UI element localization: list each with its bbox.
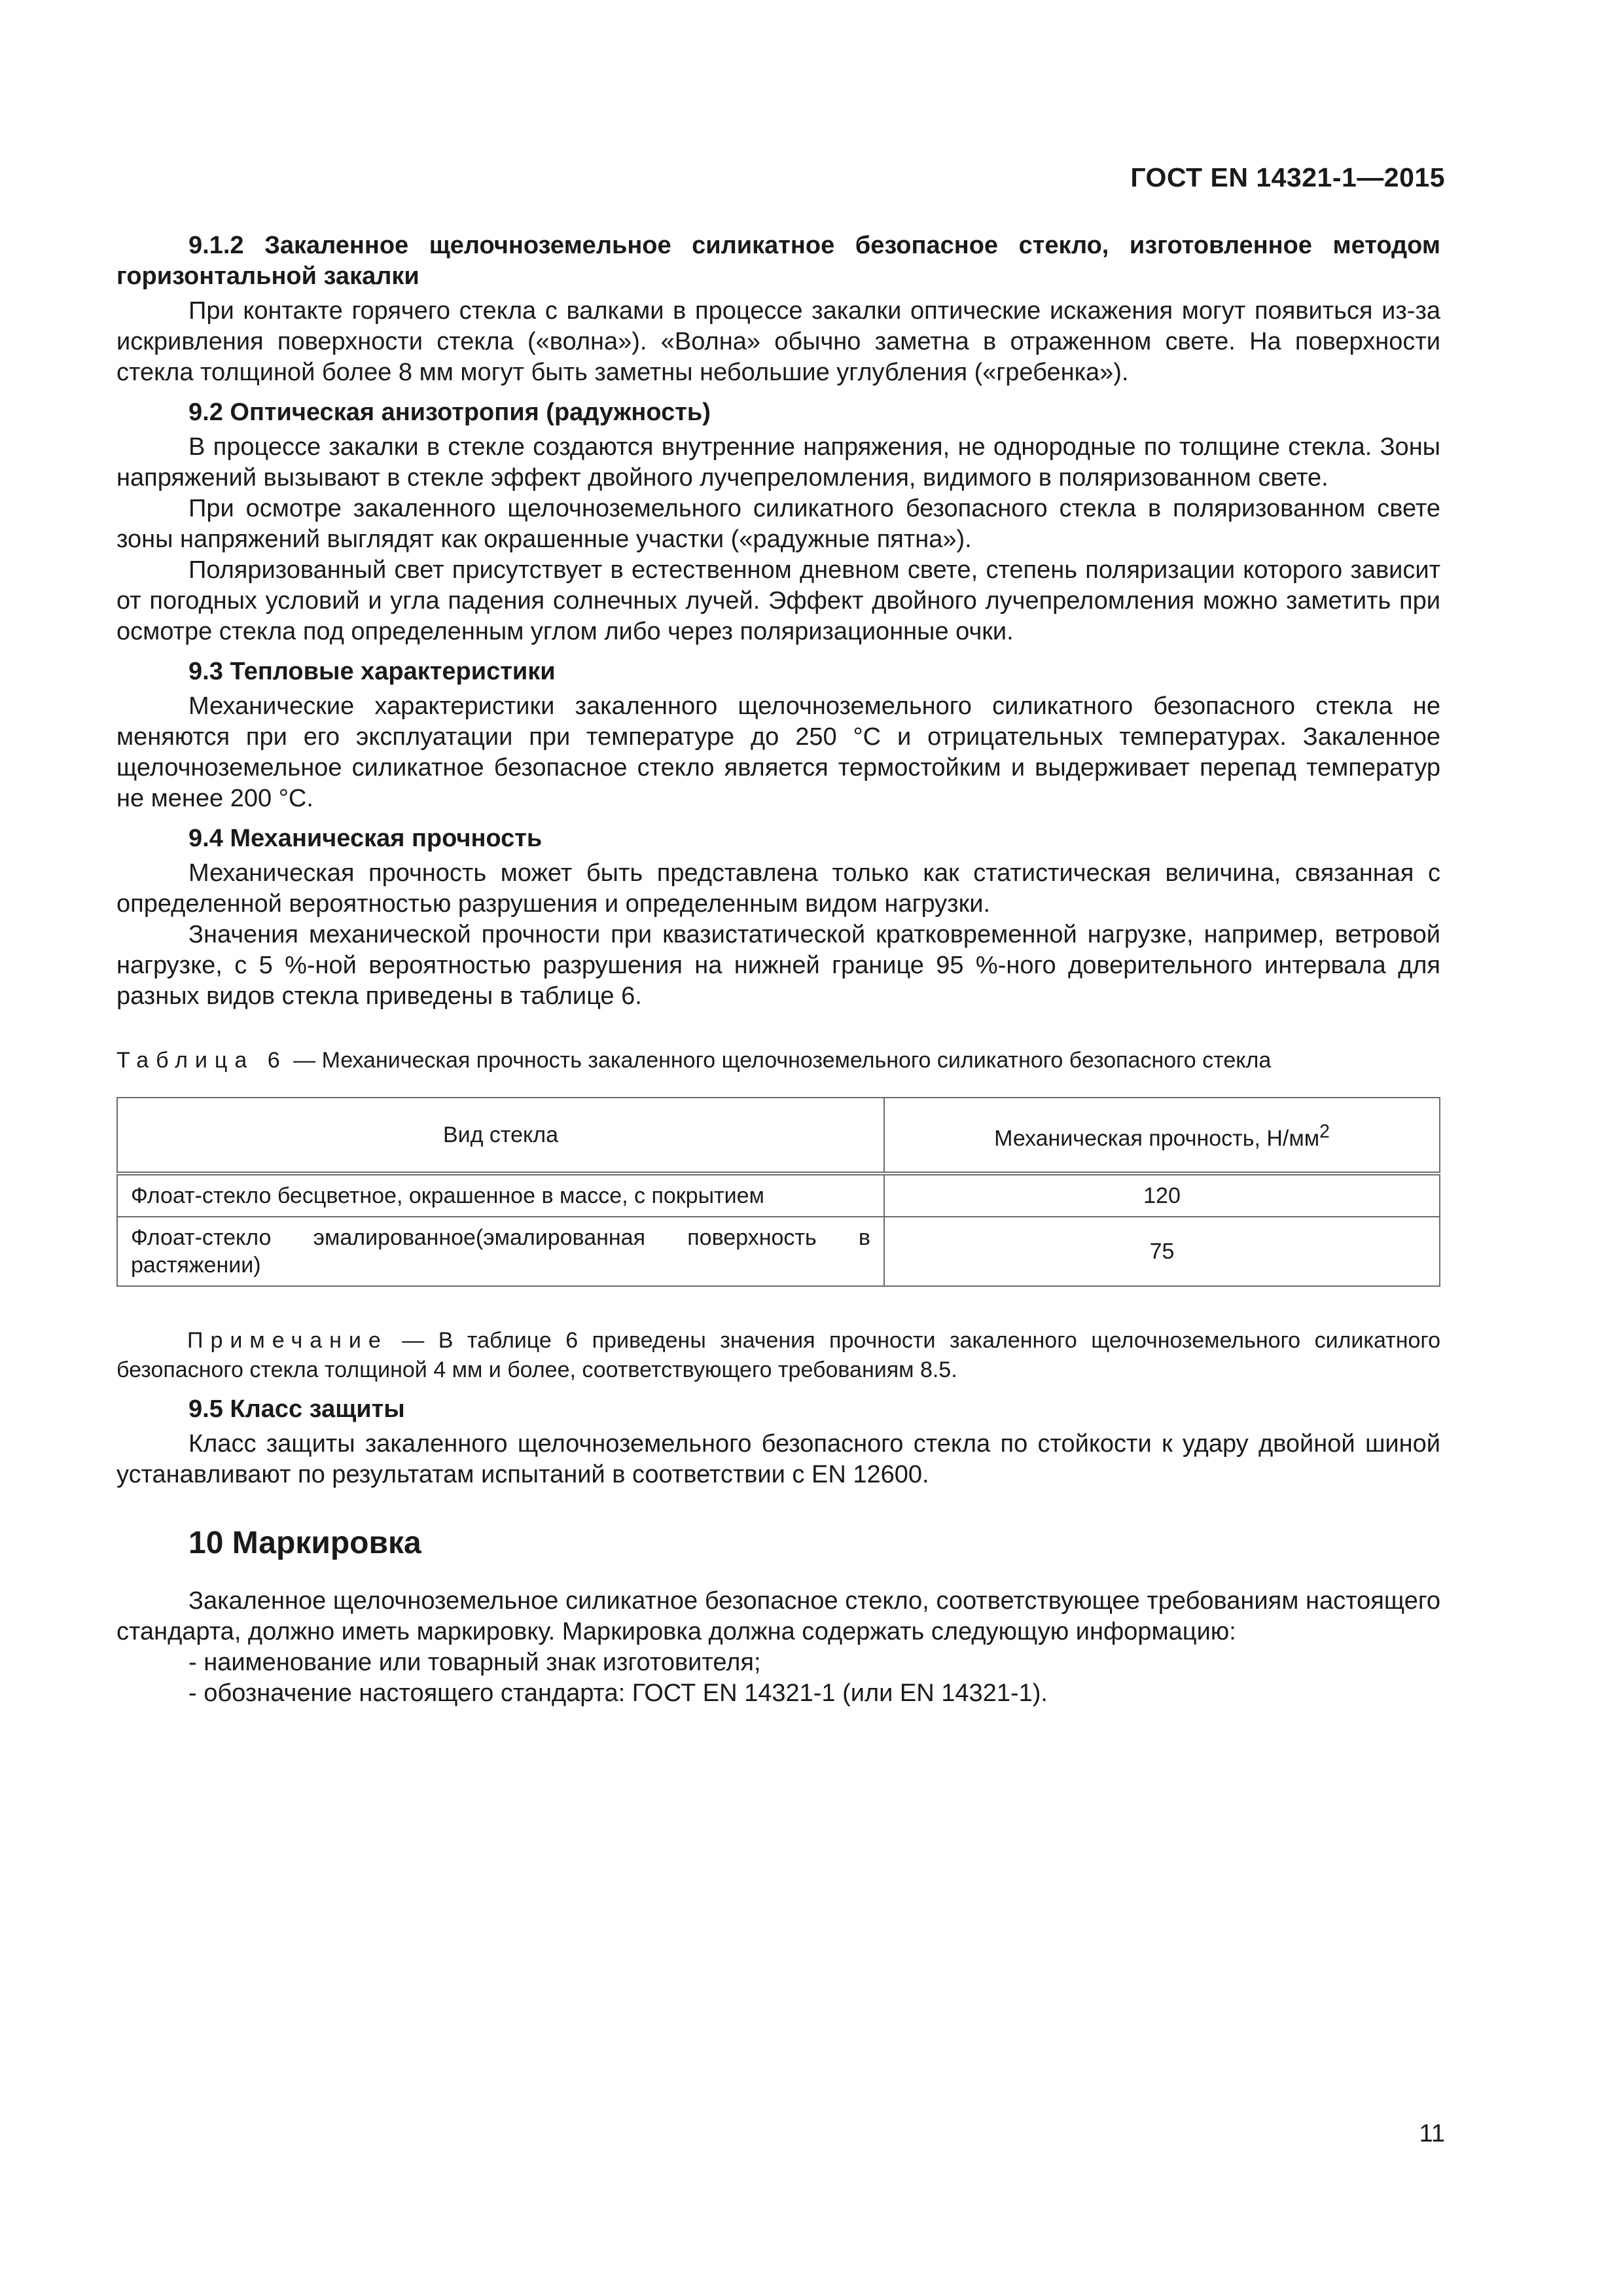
table-caption-text: — Механическая прочность закаленного щелочноземельного силикатного безопасного стекла <box>287 1048 1272 1073</box>
list-item: - обозначение настоящего стандарта: ГОСТ EN 14321-1 (или EN 14321-1). <box>188 1679 1048 1707</box>
paragraph: Механические характеристики закаленного щелочноземельного силикатного безопасного стекла не меняются при его эксплуатации при температуре до 250 °С и отрицательных температурах. Закаленное щелочноземельное силикатное безопасное стекло является термостойким и выдерживает перепад температур не менее 200 °С. <box>116 692 1440 812</box>
paragraph: Значения механической прочности при квазистатической кратковременной нагрузке, например, ветровой нагрузке, с 5 %-ной вероятностью разрушения на нижней границе 95 %-ного доверительного интервала для разных видов стекла приведены в таблице 6. <box>116 921 1440 1010</box>
column-header-strength-text: Механическая прочность, Н/мм <box>994 1126 1320 1151</box>
paragraph: Класс защиты закаленного щелочноземельного безопасного стекла по стойкости к удару двойной шиной устанавливают по результатам испытаний в соответствии с EN 12600. <box>116 1430 1440 1488</box>
section-10-heading: 10 Маркировка <box>188 1526 421 1560</box>
section-9-1-2-heading: 9.1.2 Закаленное щелочноземельное силикатное безопасное стекло, изготовленное методом горизонтальной закалки <box>116 232 1440 290</box>
page-number: 11 <box>1419 2120 1445 2147</box>
section-9-3-heading: 9.3 Тепловые характеристики <box>188 658 556 685</box>
strength-value-cell: 75 <box>884 1217 1440 1286</box>
column-header-strength <box>884 1098 1440 1174</box>
strength-table <box>116 1097 1440 1287</box>
page-content <box>116 230 1440 1709</box>
table-row <box>117 1174 1440 1217</box>
section-9-5-heading: 9.5 Класс защиты <box>188 1395 405 1423</box>
paragraph: Механическая прочность может быть представлена только как статистическая величина, связанная с определенной вероятностью разрушения и определенным видом нагрузки. <box>116 859 1440 918</box>
column-header-glass-type: Вид стекла <box>117 1098 884 1174</box>
glass-type-cell: Флоат-стекло бесцветное, окрашенное в массе, с покрытием <box>117 1174 884 1217</box>
table-caption <box>116 1046 1440 1075</box>
note-text: — В таблице 6 приведены значения прочности закаленного щелочноземельного силикатного безопасного стекла толщиной 4 мм и более, соответствующего требованиям 8.5. <box>116 1328 1440 1382</box>
table-note <box>116 1326 1440 1385</box>
table-row <box>117 1217 1440 1286</box>
paragraph: При осмотре закаленного щелочноземельного силикатного безопасного стекла в поляризованном свете зоны напряжений выглядят как окрашенные участки («радужные пятна»). <box>116 495 1440 553</box>
paragraph: В процессе закалки в стекле создаются внутренние напряжения, не однородные по толщине стекла. Зоны напряжений вызывают в стекле эффект двойного лучепреломления, видимого в поляризованном свете. <box>116 433 1440 492</box>
table-caption-label: Таблица 6 <box>116 1048 287 1073</box>
section-9-2-heading: 9.2 Оптическая анизотропия (радужность) <box>188 399 711 426</box>
paragraph: При контакте горячего стекла с валками в процессе закалки оптические искажения могут появиться из-за искривления поверхности стекла («волна»). «Волна» обычно заметна в отраженном свете. На поверхности стекла толщиной более 8 мм могут быть заметны небольшие углубления («гребенка»). <box>116 297 1440 386</box>
unit-superscript: 2 <box>1319 1121 1330 1142</box>
section-9-4-heading: 9.4 Механическая прочность <box>188 825 543 852</box>
paragraph: Закаленное щелочноземельное силикатное безопасное стекло, соответствующее требованиям настоящего стандарта, должно иметь маркировку. Маркировка должна содержать следующую информацию: <box>116 1587 1440 1645</box>
table-header-row <box>117 1098 1440 1174</box>
glass-type-cell: Флоат-стекло эмалированное(эмалированная поверхность в растяжении) <box>117 1217 884 1286</box>
note-label: Примечание <box>187 1328 388 1353</box>
paragraph: Поляризованный свет присутствует в естественном дневном свете, степень поляризации которого зависит от погодных условий и угла падения солнечных лучей. Эффект двойного лучепреломления можно заметить при осмотре стекла под определенным углом либо через поляризационные очки. <box>116 556 1440 645</box>
list-item: - наименование или товарный знак изготовителя; <box>188 1649 761 1676</box>
document-code: ГОСТ EN 14321-1—2015 <box>1130 162 1445 192</box>
strength-value-cell: 120 <box>884 1174 1440 1217</box>
